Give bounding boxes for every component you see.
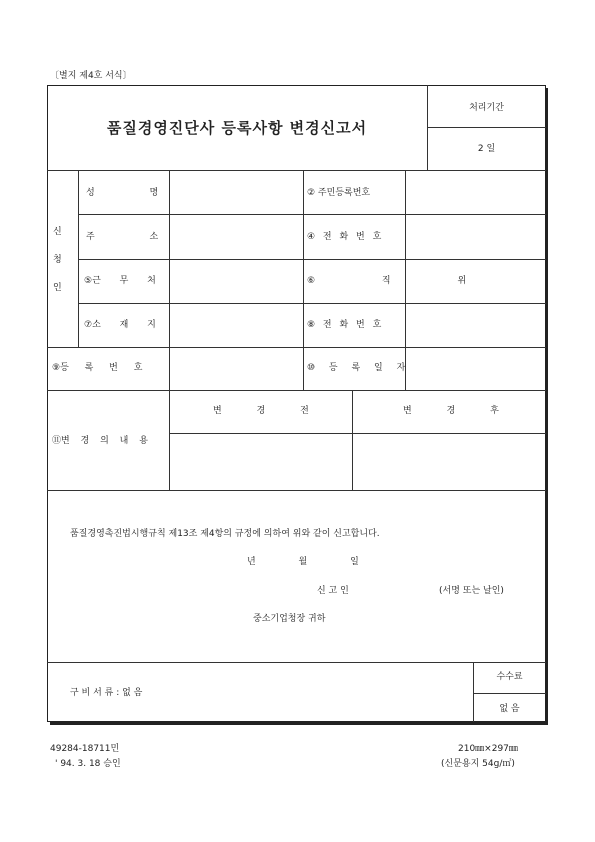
grid-line [169,433,546,434]
field-location-label: ⑦소 재 지 [84,320,156,330]
location-value[interactable] [172,321,300,331]
form-shadow-right [546,88,548,725]
processing-divider [427,127,546,128]
change-after-value[interactable] [355,440,543,485]
rrn-value[interactable] [408,189,543,199]
grid-line [47,390,546,391]
grid-line [47,170,546,171]
grid-line [78,214,546,215]
change-before-header: 변 경 전 [213,406,309,416]
position-value[interactable] [408,277,543,287]
attachments: 구 비 서 류 : 없 음 [70,688,143,698]
phone1-value[interactable] [408,233,543,243]
grid-line [303,170,304,390]
grid-line [47,347,546,348]
applicant-label-2: 청 [53,255,62,265]
grid-line [352,390,353,490]
field-regdate-label: ⑩ 등 록 일 자 [307,363,406,373]
field-phone1-label: ④ 전 화 번 호 [307,232,382,242]
grid-line [169,170,170,490]
signature-note: (서명 또는 날인) [439,586,504,596]
field-change-label: ⑪변 경 의 내 용 [52,436,148,446]
field-regno-label: ⑨등 록 번 호 [52,363,143,373]
field-rrn-label: ② 주민등록번호 [307,188,371,198]
recipient: 중소기업청장 귀하 [253,614,326,624]
address-value[interactable] [172,233,300,243]
name-value[interactable] [172,189,300,199]
grid-line [78,170,79,347]
processing-label: 처리기간 [469,103,504,113]
fee-value: 없 음 [499,704,520,714]
change-before-value[interactable] [172,440,349,485]
workplace-value[interactable] [172,277,300,287]
declaration-date: 년 월 일 [247,557,359,567]
fee-label: 수수료 [496,672,523,682]
form-shadow-bottom [50,722,548,725]
regdate-value[interactable] [408,364,543,374]
declaration-statement: 품질경영촉진법시행규칙 제13조 제4항의 규정에 의하여 위와 같이 신고합니다. [70,529,380,539]
grid-line [47,490,546,491]
change-after-header: 변 경 후 [403,406,499,416]
form-frame [47,85,546,722]
grid-line [473,693,546,694]
declarant-label: 신 고 인 [317,586,349,596]
grid-line [78,259,546,260]
footer-approval: ' 94. 3. 18 승인 [55,759,121,769]
field-position-label: ⑥ 직 위 [307,276,467,286]
footer-size: 210㎜×297㎜ [458,744,518,754]
field-phone2-label: ⑧ 전 화 번 호 [307,320,382,330]
footer-paper: (신문용지 54g/㎡) [441,759,515,769]
phone2-value[interactable] [408,321,543,331]
applicant-label-3: 인 [53,283,62,293]
field-workplace-label: ⑤근 무 처 [84,276,156,286]
processing-value: 2 일 [477,144,496,154]
grid-line [47,662,546,663]
applicant-label-1: 신 [53,227,62,237]
form-reference: 〔별지 제4호 서식〕 [50,71,132,81]
form-title: 품질경영진단사 등록사항 변경신고서 [106,119,368,137]
regno-value[interactable] [172,364,300,374]
grid-line [78,303,546,304]
field-name-label: 성 명 [86,188,159,198]
footer-code: 49284-18711민 [50,744,120,754]
field-address-label: 주 소 [86,232,159,242]
